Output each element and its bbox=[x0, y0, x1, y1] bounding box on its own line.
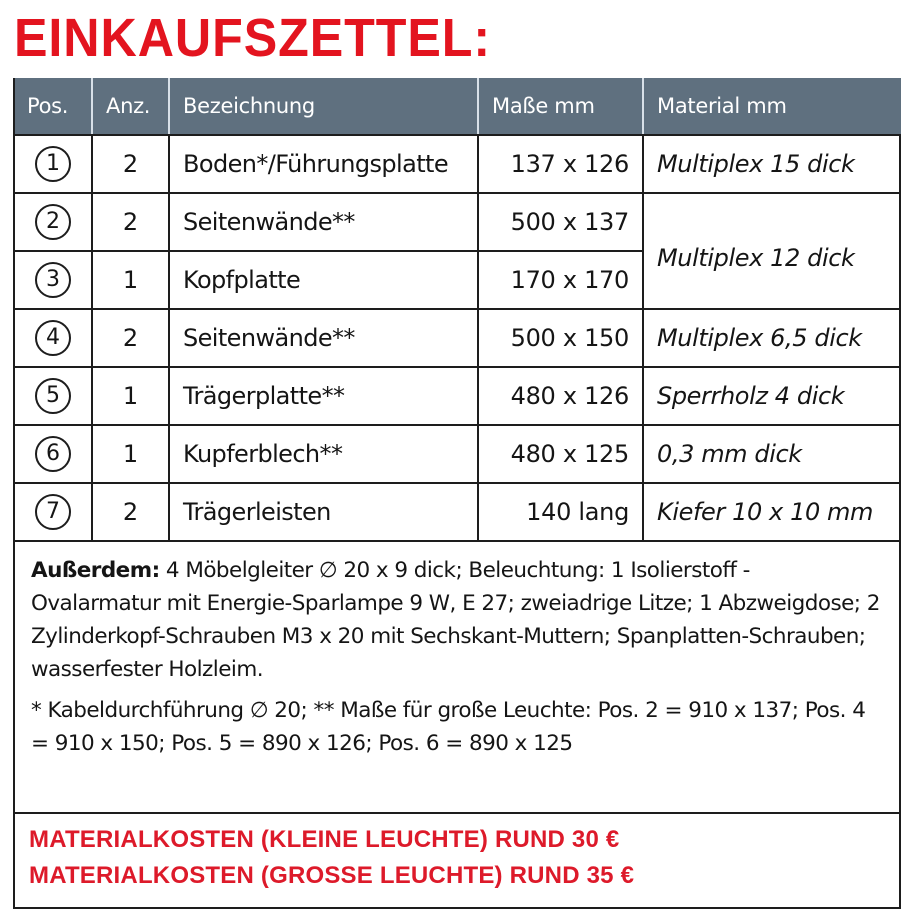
anz-cell: 2 bbox=[92, 135, 169, 193]
circled-number-badge: 6 bbox=[35, 436, 71, 472]
circled-number-badge: 1 bbox=[35, 146, 71, 182]
additional-items-paragraph bbox=[31, 554, 883, 686]
circled-number-badge: 3 bbox=[35, 262, 71, 298]
column-header-masse: Maße mm bbox=[478, 78, 643, 135]
pos-cell bbox=[15, 135, 92, 193]
pos-cell bbox=[15, 309, 92, 367]
table-row bbox=[15, 483, 901, 541]
circled-number-badge: 7 bbox=[35, 494, 71, 530]
table-row bbox=[15, 367, 901, 425]
notes-section bbox=[15, 542, 899, 814]
table-row bbox=[15, 135, 901, 193]
bezeichnung-cell: Kopfplatte bbox=[169, 251, 478, 309]
material-costs-section bbox=[15, 814, 899, 894]
cost-small-lamp: MATERIALKOSTEN (KLEINE LEUCHTE) RUND 30 € bbox=[29, 826, 620, 853]
material-cell: Multiplex 6,5 dick bbox=[643, 309, 901, 367]
anz-cell: 1 bbox=[92, 367, 169, 425]
additional-items-label: Außerdem: bbox=[31, 558, 160, 583]
table-header-row bbox=[15, 78, 901, 135]
column-header-anz: Anz. bbox=[92, 78, 169, 135]
bezeichnung-cell: Seitenwände** bbox=[169, 309, 478, 367]
masse-cell: 140 lang bbox=[478, 483, 643, 541]
table-row bbox=[15, 425, 901, 483]
masse-cell: 500 x 137 bbox=[478, 193, 643, 251]
bezeichnung-cell: Kupferblech** bbox=[169, 425, 478, 483]
pos-cell bbox=[15, 251, 92, 309]
page-title: EINKAUFSZETTEL: bbox=[14, 8, 492, 68]
anz-cell: 1 bbox=[92, 251, 169, 309]
column-header-bezeichnung: Bezeichnung bbox=[169, 78, 478, 135]
column-header-pos: Pos. bbox=[15, 78, 92, 135]
masse-cell: 500 x 150 bbox=[478, 309, 643, 367]
bezeichnung-cell: Boden*/Führungsplatte bbox=[169, 135, 478, 193]
column-header-material: Material mm bbox=[643, 78, 901, 135]
parts-table bbox=[15, 78, 901, 542]
circled-number-badge: 4 bbox=[35, 320, 71, 356]
masse-cell: 137 x 126 bbox=[478, 135, 643, 193]
bezeichnung-cell: Seitenwände** bbox=[169, 193, 478, 251]
material-cell: 0,3 mm dick bbox=[643, 425, 901, 483]
material-cell-merged: Multiplex 12 dick bbox=[643, 193, 901, 309]
anz-cell: 2 bbox=[92, 483, 169, 541]
pos-cell bbox=[15, 367, 92, 425]
footnote-paragraph: * Kabeldurchführung ∅ 20; ** Maße für große Leuchte: Pos. 2 = 910 x 137; Pos. 4 = 910 x 150; Pos. 5 = 890 x 126; Pos. 6 = 890 x 125 bbox=[31, 698, 866, 756]
cost-large-lamp: MATERIALKOSTEN (GROSSE LEUCHTE) RUND 35 € bbox=[29, 862, 635, 889]
masse-cell: 170 x 170 bbox=[478, 251, 643, 309]
pos-cell bbox=[15, 193, 92, 251]
anz-cell: 2 bbox=[92, 193, 169, 251]
material-cell: Kiefer 10 x 10 mm bbox=[643, 483, 901, 541]
circled-number-badge: 5 bbox=[35, 378, 71, 414]
bezeichnung-cell: Trägerplatte** bbox=[169, 367, 478, 425]
circled-number-badge: 2 bbox=[35, 204, 71, 240]
bezeichnung-cell: Trägerleisten bbox=[169, 483, 478, 541]
additional-items-text: 4 Möbelgleiter ∅ 20 x 9 dick; Beleuchtung: 1 Isolierstoff - Ovalarmatur mit Energie-Sparlampe 9 W, E 27; zweiadrige Litze; 1 Abzweigdose; 2 Zylinderkopf-Schrauben M3 x 20 mit Sechskant-Muttern; Spanplatten-Schrauben; wasserfester Holzleim. bbox=[31, 558, 880, 682]
material-cell: Sperrholz 4 dick bbox=[643, 367, 901, 425]
anz-cell: 1 bbox=[92, 425, 169, 483]
table-row bbox=[15, 193, 901, 251]
material-cell: Multiplex 15 dick bbox=[643, 135, 901, 193]
anz-cell: 2 bbox=[92, 309, 169, 367]
shopping-list-sheet bbox=[13, 78, 901, 909]
masse-cell: 480 x 125 bbox=[478, 425, 643, 483]
masse-cell: 480 x 126 bbox=[478, 367, 643, 425]
table-row bbox=[15, 309, 901, 367]
pos-cell bbox=[15, 425, 92, 483]
pos-cell bbox=[15, 483, 92, 541]
